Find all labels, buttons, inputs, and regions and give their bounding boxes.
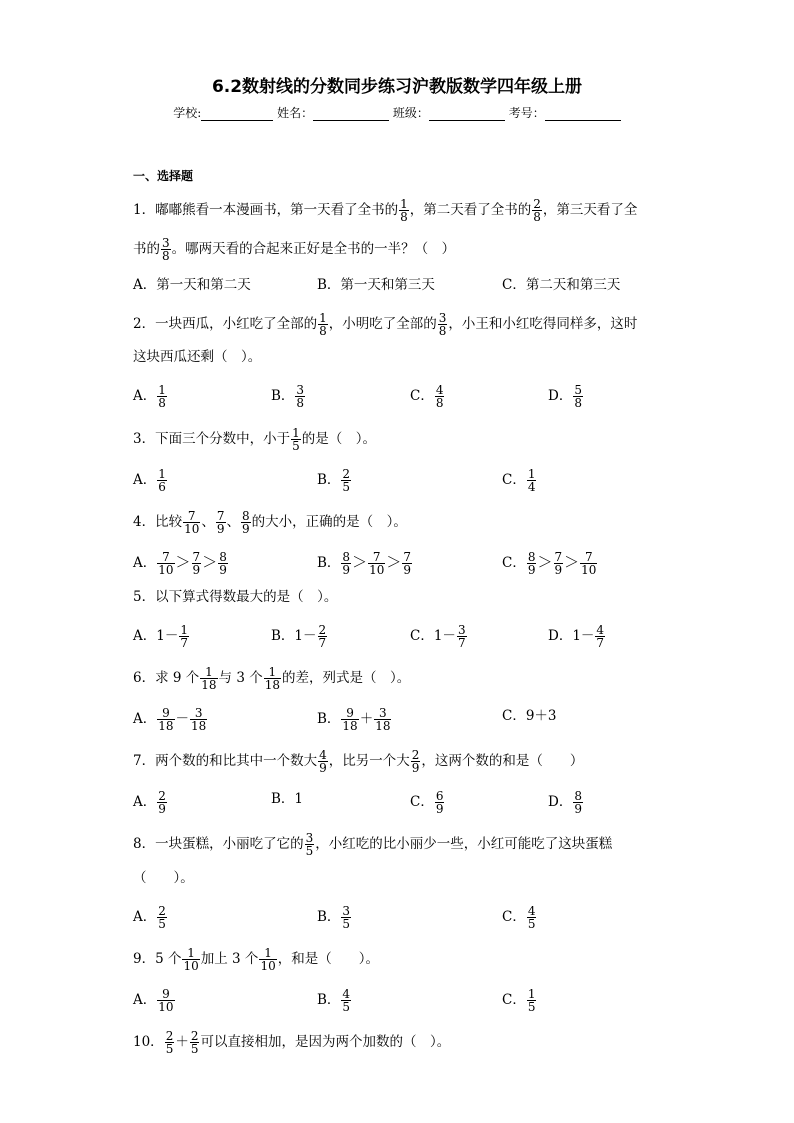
q2-option-b[interactable]: B． $\frac{3}{8}$: [271, 383, 305, 410]
question-2-line-2: 这块西瓜还剩（ ）。: [133, 349, 262, 365]
question-8-line-1: [133, 832, 612, 857]
q7-option-c[interactable]: C． $\frac{6}{9}$: [410, 789, 444, 816]
q4-text: 的大小，正确的是（ ）。: [251, 514, 407, 530]
q2-option-a[interactable]: A． $\frac{1}{8}$: [133, 383, 166, 410]
q1-option-b[interactable]: B．第一天和第三天: [317, 277, 435, 293]
q5-option-b[interactable]: B．1－ $\frac{2}{7}$: [271, 623, 327, 650]
q10-text: 10．: [133, 1034, 164, 1050]
question-10: 10． $\frac{2}{5}$ ＋ $\frac{2}{5}$ 可以直接相加，是因为两个加数的（ ）。: [133, 1029, 451, 1056]
q8-option-a[interactable]: A． $\frac{2}{5}$: [133, 904, 166, 931]
fraction: $\frac{1}{10}$: [183, 946, 199, 973]
question-1-line-1: [133, 198, 637, 223]
q7-option-d[interactable]: D． $\frac{8}{9}$: [548, 789, 582, 816]
q1-text: 1．嘟嘟熊看一本漫画书，第一天看了全书的: [133, 202, 399, 218]
fraction: $\frac{1}{18}$: [264, 665, 280, 692]
fraction: $\frac{8}{9}$: [242, 509, 250, 536]
name-blank[interactable]: [313, 107, 389, 121]
question-6: [133, 666, 410, 691]
q9-text: 加上 3 个: [200, 951, 259, 967]
fraction: $\frac{1}{8}$: [400, 197, 408, 224]
fraction: $\frac{2}{5}$: [190, 1029, 199, 1056]
fraction: $\frac{1}{8}$: [319, 311, 327, 338]
fraction: $\frac{3}{5}$: [305, 831, 314, 858]
question-5: 5．以下算式得数最大的是（ ）。: [133, 589, 338, 605]
q6-text: 的差，列式是（ ）。: [282, 670, 411, 686]
q2-text: ，小明吃了全部的: [328, 316, 437, 332]
question-2-line-1: [133, 312, 637, 337]
fraction: $\frac{2}{9}$: [411, 748, 420, 775]
q7-option-b[interactable]: B．1: [271, 791, 304, 807]
q7-option-a[interactable]: A． $\frac{2}{9}$: [133, 789, 166, 816]
q2-text: 2．一块西瓜，小红吃了全部的: [133, 316, 318, 332]
q10-text: 可以直接相加，是因为两个加数的（ ）。: [200, 1034, 451, 1050]
q1-text: ，第二天看了全书的: [409, 202, 532, 218]
q8-text: ，小红吃的比小丽少一些，小红可能吃了这块蛋糕: [315, 836, 613, 852]
q8-text: 8．一块蛋糕，小丽吃了它的: [133, 836, 304, 852]
name-label: 姓名：: [277, 106, 314, 120]
q7-text: 7．两个数的和比其中一个数大: [133, 753, 318, 769]
q6-text: 与 3 个: [218, 670, 263, 686]
question-4: 4．比较 $\frac{7}{10}$ 、 $\frac{7}{9}$ 、 $\frac{8}{9}$ 的大小，正确的是（ ）。: [133, 509, 407, 536]
q9-text: ，和是（ ）。: [277, 951, 379, 967]
q3-text: 3．下面三个分数中，小于: [133, 431, 291, 447]
q7-text: ，比另一个大: [328, 753, 410, 769]
q8-option-b[interactable]: B． $\frac{3}{5}$: [317, 904, 351, 931]
q6-text: 6．求 9 个: [133, 670, 200, 686]
question-8-line-2: （ ）。: [133, 870, 194, 886]
fraction: $\frac{2}{5}$: [165, 1029, 174, 1056]
q7-text: ，这两个数的和是（ ）: [421, 753, 584, 769]
question-3: [133, 427, 376, 452]
exam-no-blank[interactable]: [545, 107, 621, 121]
fraction: $\frac{7}{10}$: [184, 509, 200, 536]
q2-option-c[interactable]: C． $\frac{4}{8}$: [410, 383, 444, 410]
fraction: $\frac{1}{10}$: [260, 946, 276, 973]
school-label: 学校:: [173, 106, 202, 120]
q2-option-d[interactable]: D． $\frac{5}{8}$: [548, 383, 582, 410]
q9-option-a[interactable]: A． $\frac{9}{10}$: [133, 987, 174, 1014]
q6-option-b[interactable]: B． $\frac{9}{18}$ ＋ $\frac{3}{18}$: [317, 706, 391, 733]
q1-text: 书的: [133, 241, 160, 257]
fraction: $\frac{4}{9}$: [319, 748, 327, 775]
q8-option-c[interactable]: C． $\frac{4}{5}$: [502, 904, 536, 931]
q2-text: ，小王和小红吃得同样多，这时: [448, 316, 638, 332]
fraction: $\frac{2}{8}$: [533, 197, 541, 224]
q9-text: 9．5 个: [133, 951, 182, 967]
q4-option-c[interactable]: C． $\frac{8}{9}$ ＞ $\frac{7}{9}$ ＞ $\frac{7}{10}$: [502, 550, 597, 577]
q3-text: 的是（ ）。: [301, 431, 376, 447]
class-label: 班级：: [392, 106, 429, 120]
q4-option-a[interactable]: A． $\frac{7}{10}$ ＞ $\frac{7}{9}$ ＞ $\frac{8}{9}$: [133, 550, 227, 577]
worksheet-title: 6.2数射线的分数同步练习沪教版数学四年级上册: [211, 77, 583, 97]
q1-text: 。哪两天看的合起来正好是全书的一半？（ ）: [171, 241, 456, 257]
fraction: $\frac{3}{8}$: [438, 311, 447, 338]
q4-text: 4．比较: [133, 514, 183, 530]
q6-option-a[interactable]: A． $\frac{9}{18}$ － $\frac{3}{18}$: [133, 706, 207, 733]
fraction: $\frac{3}{8}$: [162, 236, 170, 263]
question-1-line-2: [133, 237, 455, 262]
q1-option-a[interactable]: A．第一天和第二天: [133, 277, 251, 293]
q4-option-b[interactable]: B． $\frac{8}{9}$ ＞ $\frac{7}{10}$ ＞ $\frac{7}{9}$: [317, 550, 412, 577]
q3-option-b[interactable]: B． $\frac{2}{5}$: [317, 467, 351, 494]
section-title: 一、选择题: [133, 169, 194, 183]
fraction: $\frac{1}{5}$: [292, 426, 300, 453]
q3-option-a[interactable]: A． $\frac{1}{6}$: [133, 467, 166, 494]
student-info-line: [0, 104, 794, 121]
school-blank[interactable]: [201, 107, 273, 121]
q6-option-c[interactable]: C．9＋3: [502, 708, 557, 724]
q1-text: ，第三天看了全: [542, 202, 638, 218]
q1-option-c[interactable]: C．第二天和第三天: [502, 277, 621, 293]
q5-option-d[interactable]: D．1－ $\frac{4}{7}$: [548, 623, 605, 650]
q5-option-a[interactable]: A．1－ $\frac{1}{7}$: [133, 623, 188, 650]
fraction: $\frac{1}{18}$: [201, 665, 217, 692]
q9-option-c[interactable]: C． $\frac{1}{5}$: [502, 987, 536, 1014]
q5-option-c[interactable]: C．1－ $\frac{3}{7}$: [410, 623, 466, 650]
class-blank[interactable]: [429, 107, 505, 121]
question-9: [133, 947, 379, 972]
question-7: [133, 749, 583, 774]
q3-option-c[interactable]: C． $\frac{1}{4}$: [502, 467, 536, 494]
q9-option-b[interactable]: B． $\frac{4}{5}$: [317, 987, 351, 1014]
fraction: $\frac{7}{9}$: [216, 509, 225, 536]
exam-no-label: 考号：: [508, 106, 545, 120]
